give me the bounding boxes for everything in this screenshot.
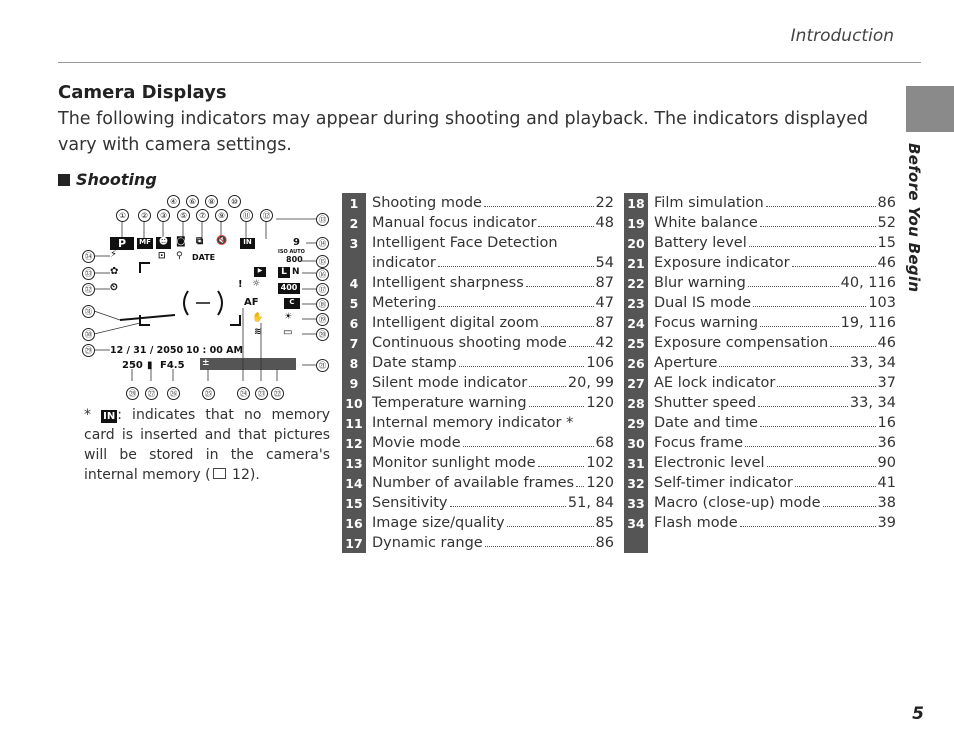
reference-number: 10	[342, 393, 366, 413]
reference-page[interactable]: 19, 116	[840, 315, 896, 331]
reference-page[interactable]: 86	[877, 195, 896, 211]
reference-label: Aperture	[654, 355, 718, 371]
internal-memory-icon: IN	[103, 411, 116, 422]
reference-entry	[648, 435, 896, 451]
leader-dots	[760, 426, 876, 427]
dual-is-icon: ≋	[254, 327, 262, 337]
blur-warning-icon: ✋	[252, 313, 264, 323]
reference-row	[342, 533, 614, 553]
callout-8: ⑧	[205, 195, 218, 208]
reference-number: 25	[624, 333, 648, 353]
reference-page[interactable]: 36	[877, 435, 896, 451]
aperture-readout: F4.5	[160, 360, 185, 371]
leader-dots	[463, 446, 594, 447]
side-tab-marker	[906, 86, 954, 132]
reference-number: 17	[342, 533, 366, 553]
reference-entry	[366, 455, 614, 471]
reference-label: Image size/quality	[372, 515, 505, 531]
page-title: Camera Displays	[58, 82, 227, 103]
manual-focus-indicator: MF	[137, 238, 153, 249]
reference-entry	[366, 355, 614, 371]
reference-row	[342, 373, 614, 393]
reference-number: 21	[624, 253, 648, 273]
intro-paragraph: The following indicators may appear during shooting and playback. The indicators displayed vary with camera settings.	[58, 109, 869, 155]
reference-list-left	[342, 193, 614, 553]
leader-dots	[748, 286, 839, 287]
reference-label: Intelligent digital zoom	[372, 315, 539, 331]
reference-entry	[366, 235, 614, 251]
sunlight-mode-icon: ☼	[252, 279, 261, 289]
reference-page[interactable]: 48	[595, 215, 614, 231]
reference-page[interactable]: 39	[877, 515, 896, 531]
reference-page[interactable]: 51, 84	[567, 495, 614, 511]
memory-footnote	[84, 405, 330, 485]
callout-21: ㉑	[316, 359, 329, 372]
reference-label: Macro (close-up) mode	[654, 495, 821, 511]
leader-dots	[569, 346, 594, 347]
reference-label: Intelligent sharpness	[372, 275, 524, 291]
callout-2: ②	[138, 209, 151, 222]
time-readout: 10 : 00 AM	[186, 345, 243, 356]
white-balance-icon: ☀	[284, 312, 293, 322]
callout-26: ㉖	[167, 387, 180, 400]
temperature-warning-icon: !	[238, 279, 243, 290]
leader-dots	[529, 386, 566, 387]
reference-label: Number of available frames	[372, 475, 575, 491]
reference-label: Flash mode	[654, 515, 738, 531]
callout-10: ⑩	[228, 195, 241, 208]
reference-page[interactable]: 85	[595, 515, 614, 531]
silent-mode-icon: 🔇	[216, 236, 228, 246]
callout-20: ⑳	[316, 328, 329, 341]
leader-dots	[760, 226, 876, 227]
reference-page[interactable]: 87	[595, 275, 614, 291]
reference-page[interactable]: 33, 34	[849, 395, 896, 411]
reference-row	[624, 313, 896, 333]
reference-entry	[648, 295, 896, 311]
reference-label: Self-timer indicator	[654, 475, 793, 491]
callout-22: ㉒	[271, 387, 284, 400]
reference-entry	[648, 475, 896, 491]
shooting-mode-indicator: P	[110, 237, 134, 250]
header-rule	[58, 62, 921, 63]
reference-label: Electronic level	[654, 455, 765, 471]
movie-mode-icon: ▶	[254, 267, 266, 277]
leader-dots	[438, 306, 593, 307]
reference-number: 22	[624, 273, 648, 293]
reference-label: White balance	[654, 215, 758, 231]
reference-number: 24	[624, 313, 648, 333]
subsection-label: Shooting	[76, 170, 157, 189]
reference-page[interactable]: 90	[877, 455, 896, 471]
callout-3: ③	[157, 209, 170, 222]
reference-number: 14	[342, 473, 366, 493]
reference-page[interactable]: 87	[595, 315, 614, 331]
digital-zoom-icon: ⚲	[176, 251, 183, 261]
callout-18: ⑱	[316, 298, 329, 311]
leader-dots	[758, 406, 848, 407]
ae-lock-icon: ▮	[147, 360, 153, 371]
callout-32: ㉜	[82, 283, 95, 296]
reference-page[interactable]: 46	[877, 335, 896, 351]
reference-page[interactable]: 38	[877, 495, 896, 511]
leader-dots	[485, 546, 594, 547]
reference-number: 23	[624, 293, 648, 313]
iso-label: ISO AUTO	[278, 249, 305, 255]
reference-number	[624, 533, 648, 553]
reference-page[interactable]: 120	[586, 395, 614, 411]
reference-entry	[648, 455, 896, 471]
reference-entry	[366, 375, 614, 391]
reference-page[interactable]: 47	[595, 295, 614, 311]
reference-row	[342, 433, 614, 453]
reference-entry	[366, 315, 614, 331]
reference-row	[624, 353, 896, 373]
reference-entry	[366, 215, 614, 231]
reference-entry	[648, 315, 896, 331]
callout-30: ㉚	[82, 328, 95, 341]
leader-dots	[459, 366, 585, 367]
image-quality-indicator: N	[292, 267, 300, 277]
reference-row	[624, 493, 896, 513]
date-readout: 12 / 31 / 2050	[110, 345, 184, 356]
leader-dots	[745, 446, 876, 447]
reference-entry	[366, 535, 614, 551]
reference-number: 9	[342, 373, 366, 393]
reference-entry	[648, 395, 896, 411]
reference-label: Movie mode	[372, 435, 461, 451]
leader-dots	[830, 346, 875, 347]
reference-label: Battery level	[654, 235, 747, 251]
reference-row	[624, 413, 896, 433]
leader-dots	[792, 266, 876, 267]
callout-31: ㉛	[82, 305, 95, 318]
callout-13: ⑬	[316, 213, 329, 226]
reference-number: 1	[342, 193, 366, 213]
reference-label: Monitor sunlight mode	[372, 455, 536, 471]
leader-dots	[767, 466, 876, 467]
reference-entry	[366, 195, 614, 211]
reference-label: indicator	[372, 255, 436, 271]
reference-page[interactable]: 20, 99	[567, 375, 614, 391]
reference-row	[342, 333, 614, 353]
reference-entry	[648, 415, 896, 431]
reference-label: Metering	[372, 295, 437, 311]
leader-dots	[749, 246, 876, 247]
reference-label: Manual focus indicator	[372, 215, 537, 231]
reference-row	[342, 393, 614, 413]
reference-number: 32	[624, 473, 648, 493]
reference-number: 31	[624, 453, 648, 473]
callout-25: ㉕	[202, 387, 215, 400]
leader-dots	[538, 226, 593, 227]
reference-label: Blur warning	[654, 275, 746, 291]
exposure-compensation-icon: ±	[202, 358, 210, 368]
reference-label: Shutter speed	[654, 395, 757, 411]
leader-dots	[777, 386, 875, 387]
callout-28: ㉘	[126, 387, 139, 400]
reference-row	[624, 213, 896, 233]
reference-label: Dynamic range	[372, 535, 483, 551]
reference-page[interactable]: 120	[586, 475, 614, 491]
image-size-indicator: L	[278, 267, 290, 278]
macro-mode-icon: ✿	[110, 266, 119, 277]
leader-dots	[760, 326, 839, 327]
reference-label: Date and time	[654, 415, 758, 431]
reference-page[interactable]: 16	[877, 415, 896, 431]
reference-number: 29	[624, 413, 648, 433]
callout-19: ⑲	[316, 313, 329, 326]
battery-icon: ▭	[283, 327, 293, 338]
reference-entry	[366, 415, 614, 431]
dynamic-range-indicator: 400	[278, 283, 300, 294]
reference-entry	[648, 335, 896, 351]
reference-row	[342, 293, 614, 313]
reference-page[interactable]: 15	[877, 235, 896, 251]
callout-23: ㉓	[255, 387, 268, 400]
reference-number: 3	[342, 233, 366, 253]
reference-entry	[366, 275, 614, 291]
reference-entry	[366, 295, 614, 311]
reference-number: 34	[624, 513, 648, 533]
reference-page[interactable]: 102	[586, 455, 614, 471]
reference-entry	[366, 335, 614, 351]
callout-7: ⑦	[196, 209, 209, 222]
reference-list-right	[624, 193, 896, 553]
reference-row	[342, 253, 614, 273]
callout-1: ①	[116, 209, 129, 222]
leader-dots	[529, 406, 585, 407]
available-frames: 9	[293, 237, 300, 248]
reference-number: 11	[342, 413, 366, 433]
reference-label: Focus frame	[654, 435, 744, 451]
leader-dots	[766, 206, 876, 207]
reference-row	[342, 513, 614, 533]
reference-label: Intelligent Face Detection	[372, 235, 558, 251]
reference-page[interactable]: 22	[595, 195, 614, 211]
reference-number: 4	[342, 273, 366, 293]
callout-16: ⑯	[316, 268, 329, 281]
reference-entry	[366, 475, 614, 491]
reference-label: Film simulation	[654, 195, 764, 211]
square-bullet-icon	[58, 174, 70, 186]
callout-29: ㉙	[82, 344, 95, 357]
reference-entry	[366, 255, 614, 271]
reference-row	[342, 473, 614, 493]
leader-dots	[823, 506, 876, 507]
reference-number: 33	[624, 493, 648, 513]
reference-row	[624, 393, 896, 413]
reference-number: 26	[624, 353, 648, 373]
reference-page[interactable]: 41	[877, 475, 896, 491]
reference-row	[342, 213, 614, 233]
reference-row	[624, 373, 896, 393]
reference-row	[342, 193, 614, 213]
reference-label: Exposure compensation	[654, 335, 829, 351]
reference-number: 16	[342, 513, 366, 533]
footnote-end: ).	[249, 467, 260, 483]
reference-number: 28	[624, 393, 648, 413]
footnote-text: : indicates that no memory card is inserted and that pictures will be stored in the camera's internal memory (	[84, 407, 330, 483]
callout-9: ⑨	[215, 209, 228, 222]
reference-label: Temperature warning	[372, 395, 527, 411]
leader-dots	[753, 306, 866, 307]
reference-page[interactable]: 42	[595, 335, 614, 351]
reference-number: 15	[342, 493, 366, 513]
reference-entry	[648, 355, 896, 371]
reference-number: 12	[342, 433, 366, 453]
leader-dots	[526, 286, 594, 287]
leader-dots	[576, 486, 584, 487]
footnote-page-ref: 12	[232, 467, 250, 483]
reference-page[interactable]: 106	[586, 355, 614, 371]
reference-number	[342, 253, 366, 273]
face-detection-icon: ☻	[156, 237, 171, 249]
callout-6: ⑥	[186, 195, 199, 208]
reference-entry	[366, 495, 614, 511]
leader-dots	[438, 266, 594, 267]
reference-row	[624, 333, 896, 353]
reference-row	[342, 413, 614, 433]
reference-number: 19	[624, 213, 648, 233]
reference-entry	[366, 515, 614, 531]
reference-row	[624, 273, 896, 293]
reference-row	[624, 473, 896, 493]
reference-entry	[648, 235, 896, 251]
callout-12: ⑫	[260, 209, 273, 222]
reference-number: 20	[624, 233, 648, 253]
reference-number: 18	[624, 193, 648, 213]
reference-page[interactable]: 52	[877, 215, 896, 231]
callout-5: ⑤	[177, 209, 190, 222]
leader-dots	[507, 526, 594, 527]
reference-label: Silent mode indicator	[372, 375, 528, 391]
section-header: Introduction	[790, 26, 894, 46]
reference-row	[342, 493, 614, 513]
reference-row	[342, 313, 614, 333]
reference-label: Shooting mode	[372, 195, 482, 211]
date-stamp-icon: DATE	[192, 253, 216, 262]
callout-17: ⑰	[316, 283, 329, 296]
reference-page[interactable]: 37	[877, 375, 896, 391]
reference-label: Focus warning	[654, 315, 759, 331]
reference-page[interactable]: 33, 34	[849, 355, 896, 371]
reference-row	[342, 273, 614, 293]
reference-label: Continuous shooting mode	[372, 335, 567, 351]
reference-label: Sensitivity	[372, 495, 448, 511]
reference-entry	[366, 435, 614, 451]
reference-row	[624, 453, 896, 473]
callout-24: ㉔	[237, 387, 250, 400]
focus-warning-af: AF	[244, 297, 259, 308]
reference-row	[624, 293, 896, 313]
sharpness-icon: ⊡	[158, 251, 166, 261]
continuous-shooting-icon: ⧉	[196, 236, 204, 247]
leader-dots	[795, 486, 876, 487]
reference-number: 7	[342, 333, 366, 353]
callout-14: ⑭	[316, 237, 329, 250]
reference-entry	[648, 195, 896, 211]
callout-15: ⑮	[316, 255, 329, 268]
reference-entry	[648, 375, 896, 391]
footnote-asterisk: *	[84, 407, 91, 423]
reference-row	[342, 233, 614, 253]
reference-number: 27	[624, 373, 648, 393]
reference-row	[342, 353, 614, 373]
reference-page[interactable]: 103	[868, 295, 896, 311]
side-tab-label: Before You Begin	[905, 143, 923, 293]
reference-number: 8	[342, 353, 366, 373]
reference-entry	[648, 215, 896, 231]
reference-number: 30	[624, 433, 648, 453]
callout-4: ④	[167, 195, 180, 208]
iso-value: 800	[286, 255, 303, 264]
reference-page[interactable]: 40, 116	[840, 275, 896, 291]
reference-page[interactable]: 46	[877, 255, 896, 271]
reference-number: 6	[342, 313, 366, 333]
subsection-heading	[58, 170, 157, 189]
reference-entry	[366, 395, 614, 411]
reference-row	[624, 233, 896, 253]
leader-dots	[719, 366, 847, 367]
shutter-speed-readout: 250	[122, 360, 143, 371]
book-reference-icon	[213, 468, 226, 479]
reference-label: Date stamp	[372, 355, 457, 371]
internal-memory-icon: IN	[240, 238, 255, 249]
reference-row	[624, 193, 896, 213]
reference-row	[624, 433, 896, 453]
reference-number: 5	[342, 293, 366, 313]
reference-row	[342, 453, 614, 473]
reference-row	[624, 513, 896, 533]
reference-entry	[648, 255, 896, 271]
self-timer-icon: ⏲	[110, 282, 118, 293]
leader-dots	[484, 206, 594, 207]
page-number: 5	[912, 704, 924, 724]
reference-number: 13	[342, 453, 366, 473]
reference-label: Exposure indicator	[654, 255, 790, 271]
film-simulation-icon: C	[284, 298, 300, 309]
callout-27: ㉗	[145, 387, 158, 400]
callout-33: ㉝	[82, 267, 95, 280]
flash-mode-icon: ⚡	[110, 249, 118, 260]
reference-number: 2	[342, 213, 366, 233]
reference-entry	[648, 515, 896, 531]
reference-entry	[648, 495, 896, 511]
callout-34: ㉞	[82, 250, 95, 263]
leader-dots	[450, 506, 566, 507]
reference-page[interactable]: 68	[595, 435, 614, 451]
leader-dots	[740, 526, 876, 527]
reference-label: Internal memory indicator *	[372, 415, 574, 431]
reference-page[interactable]: 54	[595, 255, 614, 271]
camera-display-diagram	[80, 193, 338, 403]
leader-dots	[541, 326, 594, 327]
reference-label: Dual IS mode	[654, 295, 752, 311]
reference-label: AE lock indicator	[654, 375, 776, 391]
reference-row	[624, 253, 896, 273]
reference-entry	[648, 275, 896, 291]
callout-11: ⑪	[240, 209, 253, 222]
reference-page[interactable]: 86	[595, 535, 614, 551]
leader-dots	[538, 466, 585, 467]
metering-icon: ◙	[176, 236, 186, 247]
reference-row	[624, 533, 896, 553]
